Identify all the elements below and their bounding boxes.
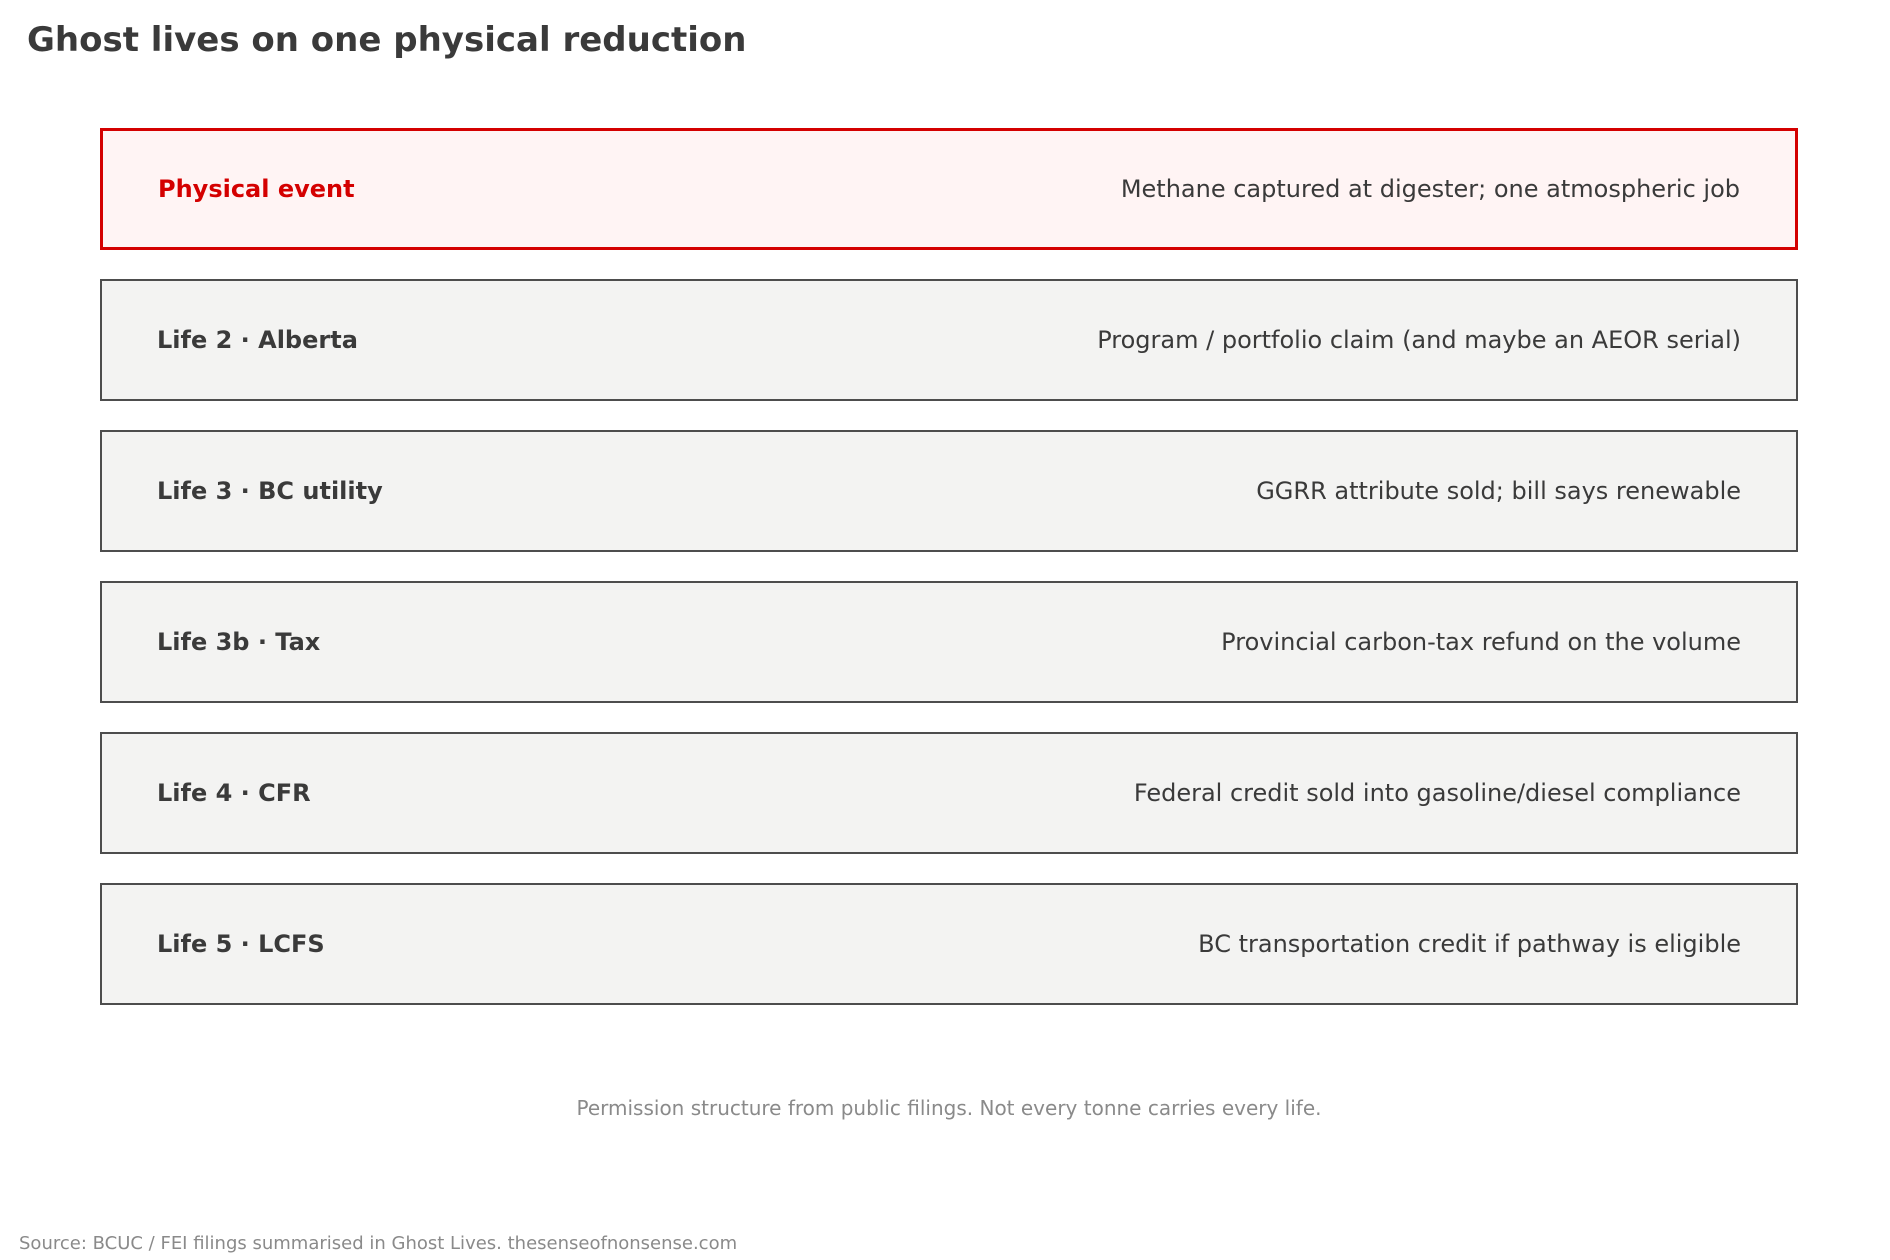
row-life-4-cfr — [100, 732, 1798, 854]
row-life-3b-tax — [100, 581, 1798, 703]
row-physical-event — [100, 128, 1798, 250]
row-label: Life 3b · Tax — [157, 628, 321, 656]
row-description: Methane captured at digester; one atmospheric job — [1120, 175, 1740, 203]
row-description: Federal credit sold into gasoline/diesel compliance — [1133, 779, 1741, 807]
lives-list — [100, 128, 1798, 1034]
row-description: Program / portfolio claim (and maybe an AEOR serial) — [1097, 326, 1741, 354]
row-label: Life 3 · BC utility — [157, 477, 383, 505]
row-label: Physical event — [158, 175, 355, 203]
row-label: Life 5 · LCFS — [157, 930, 325, 958]
row-description: Provincial carbon-tax refund on the volume — [1221, 628, 1741, 656]
source-note: Source: BCUC / FEI filings summarised in Ghost Lives. thesenseofnonsense.com — [19, 1233, 738, 1254]
row-life-2-alberta — [100, 279, 1798, 401]
row-label: Life 2 · Alberta — [157, 326, 358, 354]
row-life-3-bc-utility — [100, 430, 1798, 552]
row-description: GGRR attribute sold; bill says renewable — [1256, 477, 1741, 505]
row-life-5-lcfs — [100, 883, 1798, 1005]
row-description: BC transportation credit if pathway is eligible — [1198, 930, 1741, 958]
caption: Permission structure from public filings. Not every tonne carries every life. — [576, 1096, 1322, 1120]
row-label: Life 4 · CFR — [157, 779, 311, 807]
page-title: Ghost lives on one physical reduction — [27, 20, 747, 60]
